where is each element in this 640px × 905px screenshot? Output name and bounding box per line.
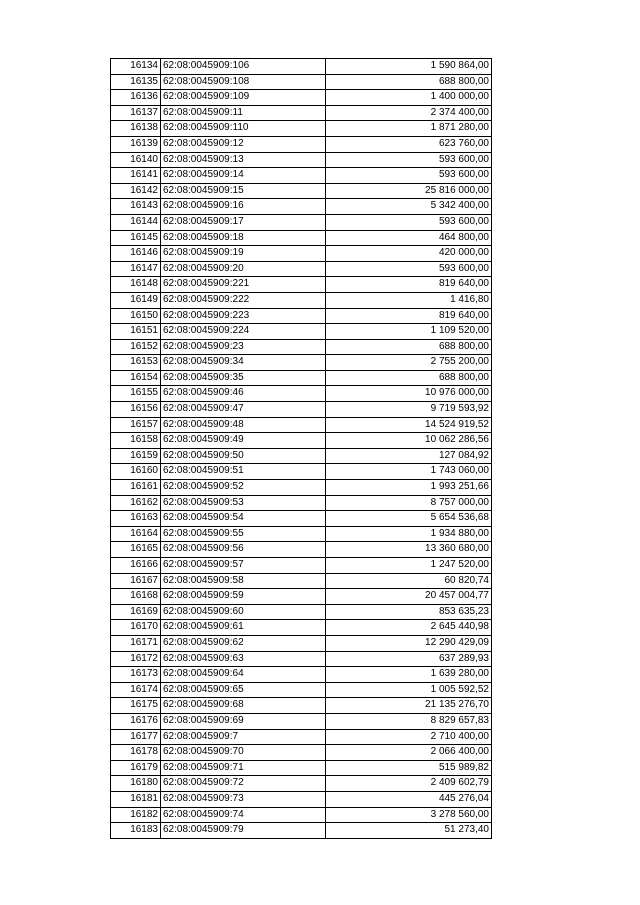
row-number-cell: 16145 <box>111 230 161 246</box>
table-row <box>111 136 492 152</box>
table-row <box>111 713 492 729</box>
cadastral-value-cell: 13 360 680,00 <box>326 542 492 558</box>
table-row <box>111 573 492 589</box>
table-row <box>111 246 492 262</box>
row-number-cell: 16172 <box>111 651 161 667</box>
row-number-cell: 16139 <box>111 136 161 152</box>
table-row <box>111 807 492 823</box>
cadastral-number-cell: 62:08:0045909:17 <box>161 214 326 230</box>
cadastral-value-cell: 688 800,00 <box>326 74 492 90</box>
table-row <box>111 59 492 75</box>
row-number-cell: 16177 <box>111 729 161 745</box>
row-number-cell: 16136 <box>111 90 161 106</box>
cadastral-number-cell: 62:08:0045909:65 <box>161 682 326 698</box>
table-row <box>111 183 492 199</box>
cadastral-number-cell: 62:08:0045909:224 <box>161 324 326 340</box>
table-row <box>111 791 492 807</box>
cadastral-value-cell: 5 654 536,68 <box>326 511 492 527</box>
row-number-cell: 16138 <box>111 121 161 137</box>
row-number-cell: 16143 <box>111 199 161 215</box>
cadastral-number-cell: 62:08:0045909:55 <box>161 526 326 542</box>
cadastral-number-cell: 62:08:0045909:46 <box>161 386 326 402</box>
cadastral-number-cell: 62:08:0045909:35 <box>161 370 326 386</box>
row-number-cell: 16149 <box>111 292 161 308</box>
row-number-cell: 16141 <box>111 168 161 184</box>
row-number-cell: 16178 <box>111 745 161 761</box>
table-row <box>111 480 492 496</box>
cadastral-number-cell: 62:08:0045909:108 <box>161 74 326 90</box>
table-row <box>111 558 492 574</box>
cadastral-number-cell: 62:08:0045909:222 <box>161 292 326 308</box>
cadastral-number-cell: 62:08:0045909:62 <box>161 635 326 651</box>
table-row <box>111 667 492 683</box>
table-row <box>111 589 492 605</box>
cadastral-value-cell: 8 829 657,83 <box>326 713 492 729</box>
cadastral-value-cell: 1 871 280,00 <box>326 121 492 137</box>
cadastral-number-cell: 62:08:0045909:63 <box>161 651 326 667</box>
cadastral-number-cell: 62:08:0045909:54 <box>161 511 326 527</box>
table-row <box>111 511 492 527</box>
row-number-cell: 16182 <box>111 807 161 823</box>
table-row <box>111 121 492 137</box>
cadastral-number-cell: 62:08:0045909:57 <box>161 558 326 574</box>
table-row <box>111 682 492 698</box>
row-number-cell: 16147 <box>111 261 161 277</box>
row-number-cell: 16161 <box>111 480 161 496</box>
table-row <box>111 152 492 168</box>
cadastral-number-cell: 62:08:0045909:14 <box>161 168 326 184</box>
row-number-cell: 16135 <box>111 74 161 90</box>
cadastral-value-cell: 515 989,82 <box>326 760 492 776</box>
cadastral-number-cell: 62:08:0045909:74 <box>161 807 326 823</box>
row-number-cell: 16146 <box>111 246 161 262</box>
cadastral-value-cell: 464 800,00 <box>326 230 492 246</box>
cadastral-number-cell: 62:08:0045909:13 <box>161 152 326 168</box>
cadastral-value-cell: 2 066 400,00 <box>326 745 492 761</box>
row-number-cell: 16153 <box>111 355 161 371</box>
row-number-cell: 16137 <box>111 105 161 121</box>
cadastral-number-cell: 62:08:0045909:52 <box>161 480 326 496</box>
row-number-cell: 16152 <box>111 339 161 355</box>
table-row <box>111 760 492 776</box>
cadastral-value-cell: 2 710 400,00 <box>326 729 492 745</box>
cadastral-number-cell: 62:08:0045909:15 <box>161 183 326 199</box>
cadastral-number-cell: 62:08:0045909:12 <box>161 136 326 152</box>
cadastral-number-cell: 62:08:0045909:47 <box>161 402 326 418</box>
table-row <box>111 292 492 308</box>
cadastral-number-cell: 62:08:0045909:68 <box>161 698 326 714</box>
cadastral-number-cell: 62:08:0045909:223 <box>161 308 326 324</box>
row-number-cell: 16176 <box>111 713 161 729</box>
cadastral-number-cell: 62:08:0045909:79 <box>161 823 326 839</box>
cadastral-value-cell: 2 755 200,00 <box>326 355 492 371</box>
cadastral-number-cell: 62:08:0045909:72 <box>161 776 326 792</box>
cadastral-number-cell: 62:08:0045909:69 <box>161 713 326 729</box>
row-number-cell: 16148 <box>111 277 161 293</box>
cadastral-number-cell: 62:08:0045909:53 <box>161 495 326 511</box>
cadastral-number-cell: 62:08:0045909:110 <box>161 121 326 137</box>
table-row <box>111 729 492 745</box>
cadastral-value-cell: 21 135 276,70 <box>326 698 492 714</box>
cadastral-value-cell: 1 743 060,00 <box>326 464 492 480</box>
cadastral-value-cell: 2 409 602,79 <box>326 776 492 792</box>
row-number-cell: 16150 <box>111 308 161 324</box>
row-number-cell: 16180 <box>111 776 161 792</box>
row-number-cell: 16156 <box>111 402 161 418</box>
cadastral-value-cell: 8 757 000,00 <box>326 495 492 511</box>
table-row <box>111 542 492 558</box>
table-row <box>111 214 492 230</box>
row-number-cell: 16154 <box>111 370 161 386</box>
cadastral-value-cell: 127 084,92 <box>326 448 492 464</box>
cadastral-value-cell: 1 590 864,00 <box>326 59 492 75</box>
cadastral-value-table <box>110 58 492 839</box>
row-number-cell: 16168 <box>111 589 161 605</box>
cadastral-value-cell: 1 416,80 <box>326 292 492 308</box>
table-row <box>111 308 492 324</box>
cadastral-value-cell: 593 600,00 <box>326 168 492 184</box>
cadastral-value-cell: 819 640,00 <box>326 308 492 324</box>
row-number-cell: 16183 <box>111 823 161 839</box>
table-row <box>111 199 492 215</box>
cadastral-value-cell: 60 820,74 <box>326 573 492 589</box>
cadastral-number-cell: 62:08:0045909:19 <box>161 246 326 262</box>
cadastral-value-cell: 51 273,40 <box>326 823 492 839</box>
cadastral-value-cell: 3 278 560,00 <box>326 807 492 823</box>
cadastral-value-cell: 1 993 251,66 <box>326 480 492 496</box>
table-row <box>111 168 492 184</box>
cadastral-number-cell: 62:08:0045909:18 <box>161 230 326 246</box>
cadastral-number-cell: 62:08:0045909:59 <box>161 589 326 605</box>
row-number-cell: 16166 <box>111 558 161 574</box>
cadastral-number-cell: 62:08:0045909:106 <box>161 59 326 75</box>
table-row <box>111 776 492 792</box>
row-number-cell: 16155 <box>111 386 161 402</box>
row-number-cell: 16170 <box>111 620 161 636</box>
row-number-cell: 16173 <box>111 667 161 683</box>
row-number-cell: 16169 <box>111 604 161 620</box>
row-number-cell: 16134 <box>111 59 161 75</box>
cadastral-number-cell: 62:08:0045909:7 <box>161 729 326 745</box>
table-row <box>111 604 492 620</box>
row-number-cell: 16175 <box>111 698 161 714</box>
table-row <box>111 526 492 542</box>
cadastral-value-cell: 2 645 440,98 <box>326 620 492 636</box>
cadastral-value-cell: 593 600,00 <box>326 152 492 168</box>
table-row <box>111 90 492 106</box>
cadastral-number-cell: 62:08:0045909:23 <box>161 339 326 355</box>
cadastral-number-cell: 62:08:0045909:50 <box>161 448 326 464</box>
table-row <box>111 355 492 371</box>
table-row <box>111 745 492 761</box>
cadastral-value-cell: 12 290 429,09 <box>326 635 492 651</box>
table-row <box>111 370 492 386</box>
cadastral-value-cell: 2 374 400,00 <box>326 105 492 121</box>
cadastral-value-cell: 25 816 000,00 <box>326 183 492 199</box>
table-row <box>111 433 492 449</box>
cadastral-value-cell: 1 400 000,00 <box>326 90 492 106</box>
cadastral-value-cell: 1 639 280,00 <box>326 667 492 683</box>
cadastral-number-cell: 62:08:0045909:49 <box>161 433 326 449</box>
cadastral-value-cell: 688 800,00 <box>326 339 492 355</box>
row-number-cell: 16163 <box>111 511 161 527</box>
table-row <box>111 698 492 714</box>
table-row <box>111 823 492 839</box>
cadastral-number-cell: 62:08:0045909:60 <box>161 604 326 620</box>
cadastral-number-cell: 62:08:0045909:221 <box>161 277 326 293</box>
cadastral-number-cell: 62:08:0045909:73 <box>161 791 326 807</box>
cadastral-number-cell: 62:08:0045909:34 <box>161 355 326 371</box>
cadastral-value-cell: 853 635,23 <box>326 604 492 620</box>
row-number-cell: 16162 <box>111 495 161 511</box>
table-row <box>111 324 492 340</box>
cadastral-value-cell: 593 600,00 <box>326 261 492 277</box>
cadastral-value-cell: 623 760,00 <box>326 136 492 152</box>
row-number-cell: 16151 <box>111 324 161 340</box>
cadastral-value-cell: 593 600,00 <box>326 214 492 230</box>
table-row <box>111 277 492 293</box>
cadastral-value-cell: 9 719 593,92 <box>326 402 492 418</box>
cadastral-number-cell: 62:08:0045909:61 <box>161 620 326 636</box>
cadastral-value-cell: 637 289,93 <box>326 651 492 667</box>
row-number-cell: 16157 <box>111 417 161 433</box>
row-number-cell: 16174 <box>111 682 161 698</box>
cadastral-value-cell: 1 934 880,00 <box>326 526 492 542</box>
cadastral-value-cell: 1 109 520,00 <box>326 324 492 340</box>
cadastral-value-cell: 10 062 286,56 <box>326 433 492 449</box>
row-number-cell: 16142 <box>111 183 161 199</box>
cadastral-number-cell: 62:08:0045909:56 <box>161 542 326 558</box>
cadastral-value-cell: 445 276,04 <box>326 791 492 807</box>
row-number-cell: 16164 <box>111 526 161 542</box>
cadastral-value-cell: 20 457 004,77 <box>326 589 492 605</box>
cadastral-value-cell: 1 005 592,52 <box>326 682 492 698</box>
cadastral-value-cell: 420 000,00 <box>326 246 492 262</box>
cadastral-value-cell: 688 800,00 <box>326 370 492 386</box>
cadastral-number-cell: 62:08:0045909:58 <box>161 573 326 589</box>
table-row <box>111 386 492 402</box>
row-number-cell: 16159 <box>111 448 161 464</box>
cadastral-number-cell: 62:08:0045909:48 <box>161 417 326 433</box>
cadastral-number-cell: 62:08:0045909:71 <box>161 760 326 776</box>
cadastral-value-cell: 1 247 520,00 <box>326 558 492 574</box>
table-row <box>111 402 492 418</box>
table-row <box>111 651 492 667</box>
table-row <box>111 105 492 121</box>
row-number-cell: 16181 <box>111 791 161 807</box>
row-number-cell: 16179 <box>111 760 161 776</box>
table-row <box>111 261 492 277</box>
row-number-cell: 16158 <box>111 433 161 449</box>
table-row <box>111 339 492 355</box>
cadastral-number-cell: 62:08:0045909:20 <box>161 261 326 277</box>
cadastral-number-cell: 62:08:0045909:109 <box>161 90 326 106</box>
cadastral-value-cell: 5 342 400,00 <box>326 199 492 215</box>
cadastral-number-cell: 62:08:0045909:51 <box>161 464 326 480</box>
table-row <box>111 74 492 90</box>
row-number-cell: 16167 <box>111 573 161 589</box>
cadastral-number-cell: 62:08:0045909:11 <box>161 105 326 121</box>
cadastral-number-cell: 62:08:0045909:70 <box>161 745 326 761</box>
row-number-cell: 16171 <box>111 635 161 651</box>
table-row <box>111 635 492 651</box>
table-row <box>111 417 492 433</box>
cadastral-value-cell: 14 524 919,52 <box>326 417 492 433</box>
table-row <box>111 448 492 464</box>
table-row <box>111 230 492 246</box>
cadastral-number-cell: 62:08:0045909:16 <box>161 199 326 215</box>
row-number-cell: 16140 <box>111 152 161 168</box>
table-row <box>111 464 492 480</box>
cadastral-value-cell: 819 640,00 <box>326 277 492 293</box>
row-number-cell: 16160 <box>111 464 161 480</box>
row-number-cell: 16165 <box>111 542 161 558</box>
row-number-cell: 16144 <box>111 214 161 230</box>
cadastral-value-cell: 10 976 000,00 <box>326 386 492 402</box>
table-row <box>111 495 492 511</box>
table-row <box>111 620 492 636</box>
cadastral-number-cell: 62:08:0045909:64 <box>161 667 326 683</box>
table-body <box>111 59 492 839</box>
